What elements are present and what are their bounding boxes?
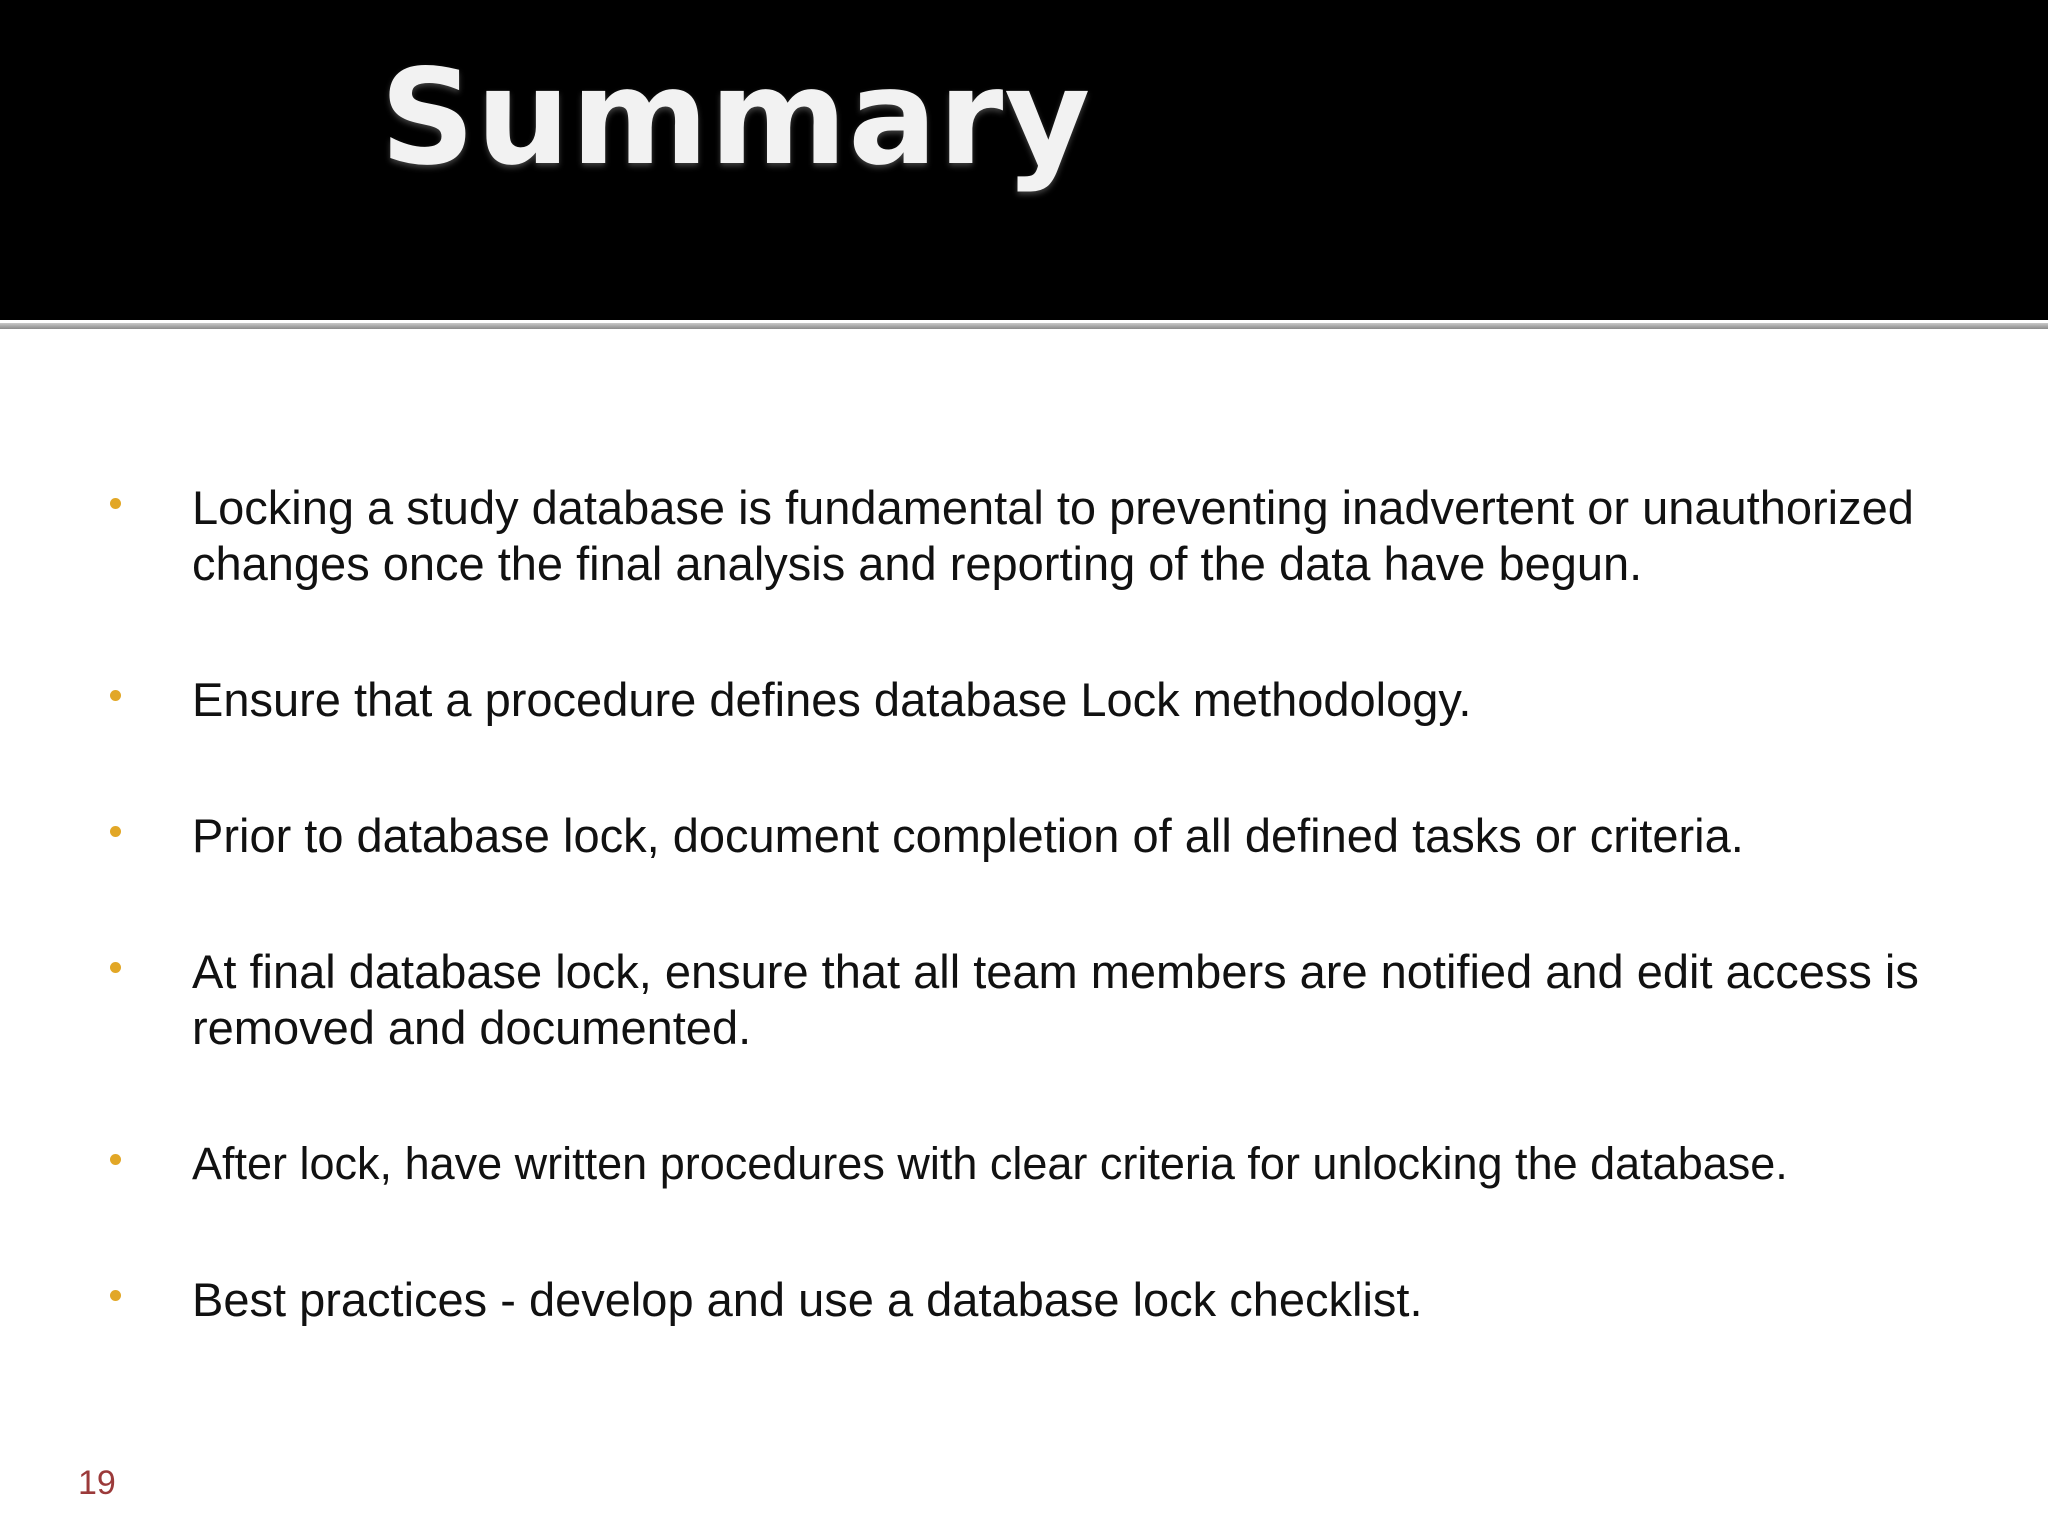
bullet-item <box>110 944 2012 1056</box>
bullet-item <box>110 672 1910 728</box>
bullet-text: Best practices - develop and use a database lock checklist. <box>192 1273 1423 1326</box>
bullet-item <box>110 808 1910 864</box>
bullet-text: At final database lock, ensure that all team members are notified and edit access is removed and documented. <box>192 945 1919 1054</box>
title-bar <box>0 0 2048 320</box>
page-number: 19 <box>78 1464 116 1502</box>
bullet-item <box>110 480 1932 592</box>
bullet-list <box>110 480 1919 1408</box>
bullet-item <box>110 1136 2032 1192</box>
slide-title: Summary <box>380 41 1092 195</box>
bullet-dot-icon <box>110 690 121 701</box>
bullet-text: After lock, have written procedures with clear criteria for unlocking the database. <box>192 1138 1788 1189</box>
bullet-dot-icon <box>110 826 121 837</box>
bullet-dot-icon <box>110 1154 121 1165</box>
bullet-text: Locking a study database is fundamental to preventing inadvertent or unauthorized changes once the final analysis and reporting of the data have begun. <box>192 481 1914 590</box>
bullet-dot-icon <box>110 962 121 973</box>
bullet-text: Prior to database lock, document completion of all defined tasks or criteria. <box>192 809 1744 862</box>
bullet-text: Ensure that a procedure defines database Lock methodology. <box>192 673 1472 726</box>
bullet-dot-icon <box>110 1290 121 1301</box>
bullet-dot-icon <box>110 498 121 509</box>
bullet-item <box>110 1272 1910 1328</box>
title-divider <box>0 323 2048 329</box>
